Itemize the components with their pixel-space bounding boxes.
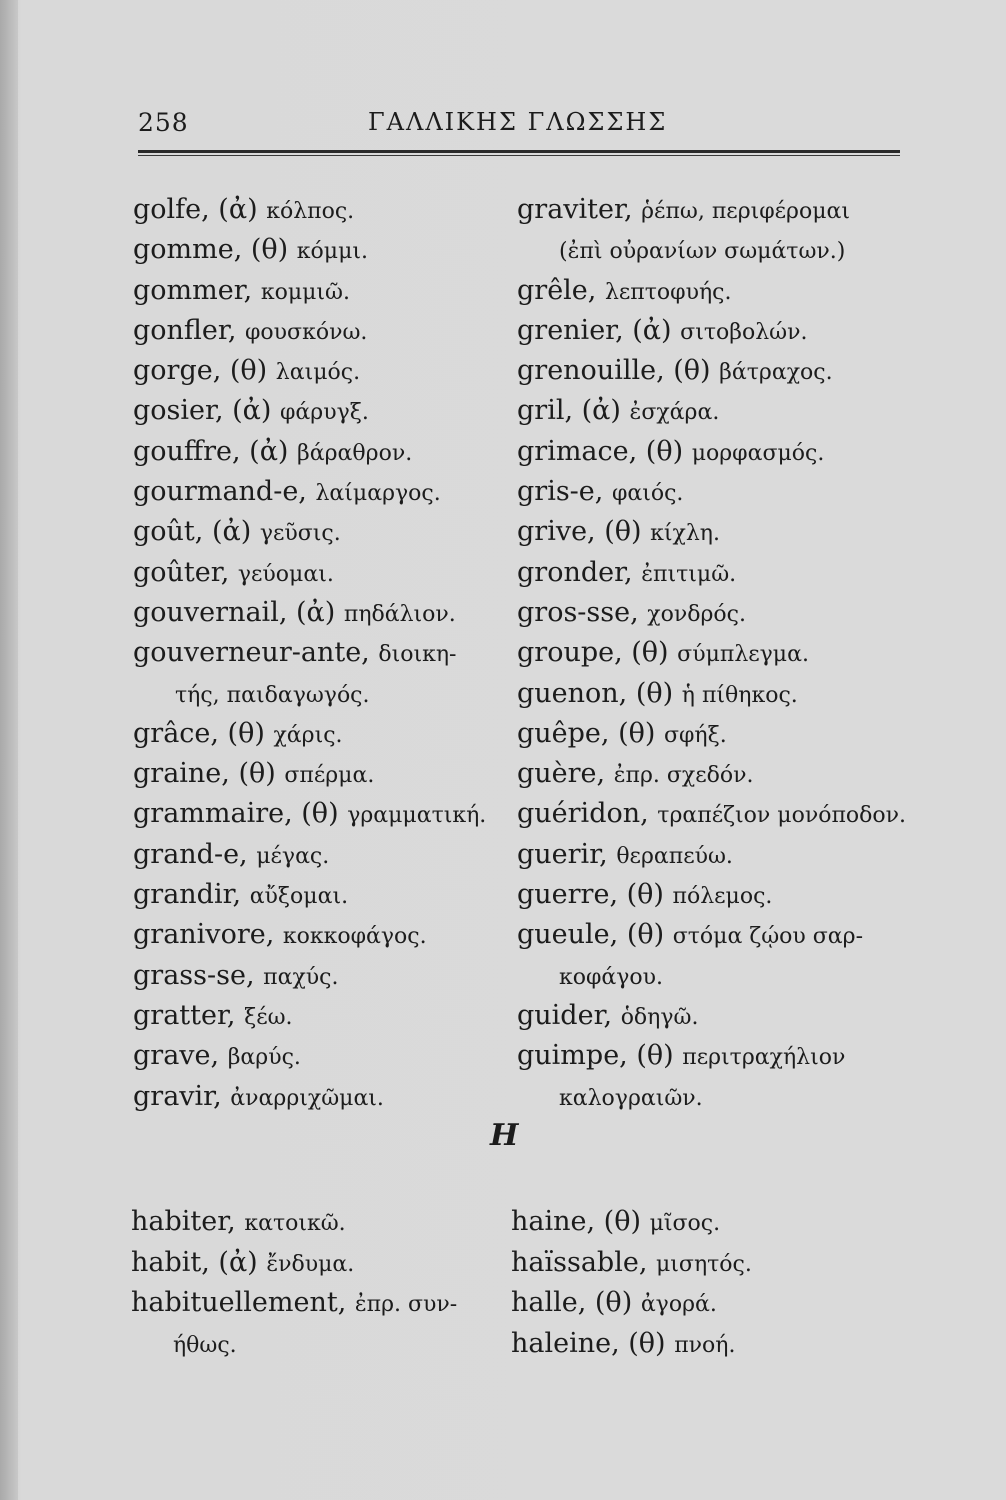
entry-headword: gueule, (θ) bbox=[517, 919, 673, 951]
dictionary-entry bbox=[133, 957, 508, 997]
entry-translation: κομμιῶ. bbox=[260, 279, 350, 305]
entry-headword: groupe, (θ) bbox=[517, 637, 678, 669]
dictionary-entry bbox=[517, 715, 902, 755]
entry-headword: guéridon, bbox=[517, 798, 658, 830]
entry-translation: μισητός. bbox=[656, 1251, 752, 1277]
entry-translation: τής, παιδαγωγός. bbox=[175, 682, 370, 708]
dictionary-entry bbox=[133, 392, 508, 432]
entry-translation: μέγας. bbox=[256, 843, 330, 869]
section-letter: H bbox=[490, 1118, 519, 1153]
entry-translation: ἐπρ. σχεδόν. bbox=[613, 763, 754, 789]
entry-headword: gouvernail, (ἀ) bbox=[133, 596, 344, 628]
h-right-column bbox=[511, 1203, 901, 1365]
entry-translation: πνοή. bbox=[674, 1332, 736, 1358]
entry-headword: gosier, (ἀ) bbox=[133, 395, 280, 427]
entry-headword: haine, (θ) bbox=[511, 1206, 650, 1237]
dictionary-entry bbox=[133, 1037, 508, 1077]
dictionary-entry bbox=[517, 513, 902, 553]
entry-headword: gros-sse, bbox=[517, 596, 648, 628]
entry-headword: grêle, bbox=[517, 274, 605, 306]
entry-headword: graviter, bbox=[517, 194, 642, 225]
entry-headword: grenouille, (θ) bbox=[517, 355, 720, 387]
entry-headword: gorge, (θ) bbox=[133, 355, 276, 387]
entry-translation: ἀγορά. bbox=[640, 1292, 717, 1317]
entry-translation: τραπέζιον μονόποδον. bbox=[657, 803, 906, 829]
entry-translation: ὁδηγῶ. bbox=[620, 1004, 699, 1030]
entry-translation: ἐπρ. συν- bbox=[354, 1292, 458, 1317]
entry-translation: βάραθρον. bbox=[297, 440, 413, 466]
entry-headword: haïssable, bbox=[511, 1246, 656, 1278]
dictionary-entry bbox=[517, 795, 906, 835]
entry-headword: grammaire, (θ) bbox=[133, 798, 348, 830]
dictionary-entry bbox=[133, 876, 508, 916]
entry-headword: gravir, bbox=[133, 1080, 231, 1112]
entry-headword: haleine, (θ) bbox=[511, 1327, 675, 1359]
dictionary-entry bbox=[517, 755, 902, 795]
entry-headword: gommer, bbox=[133, 274, 261, 306]
entry-translation: πόλεμος. bbox=[672, 884, 773, 910]
page-number: 258 bbox=[138, 108, 189, 137]
dictionary-entry bbox=[517, 1037, 902, 1077]
dictionary-entry bbox=[517, 594, 902, 634]
dictionary-entry bbox=[133, 836, 508, 876]
dictionary-entry bbox=[133, 997, 508, 1037]
dictionary-entry bbox=[517, 352, 902, 392]
dictionary-entry bbox=[511, 1325, 901, 1366]
entry-translation: χονδρός. bbox=[647, 601, 746, 627]
entry-headword: gratter, bbox=[133, 999, 245, 1031]
entry-headword: goût, (ἀ) bbox=[133, 516, 260, 548]
entry-translation: αὔξομαι. bbox=[249, 884, 349, 910]
entry-headword: guider, bbox=[517, 999, 621, 1031]
dictionary-entry bbox=[133, 715, 508, 755]
dictionary-entry bbox=[517, 634, 902, 674]
dictionary-entry bbox=[131, 1325, 511, 1366]
entry-translation: θεραπεύω. bbox=[616, 843, 733, 869]
entry-translation: βαρύς. bbox=[227, 1045, 301, 1071]
dictionary-entry bbox=[133, 594, 508, 634]
entry-translation: κόλπος. bbox=[266, 199, 355, 224]
entry-translation: σφήξ. bbox=[663, 722, 727, 748]
dictionary-entry bbox=[517, 957, 902, 997]
entry-headword: guenon, (θ) bbox=[517, 677, 682, 709]
entry-headword: gronder, bbox=[517, 556, 642, 588]
entry-headword: guerir, bbox=[517, 838, 617, 870]
dictionary-entry bbox=[133, 231, 508, 271]
dictionary-entry bbox=[131, 1203, 511, 1244]
entry-headword: gouffre, (ἀ) bbox=[133, 435, 298, 467]
entry-translation: μῖσος. bbox=[649, 1211, 721, 1236]
entry-headword: grand-e, bbox=[133, 838, 257, 870]
entry-translation: παχύς. bbox=[263, 964, 339, 990]
entry-headword: golfe, (ἀ) bbox=[133, 194, 267, 225]
entry-headword: guère, bbox=[517, 758, 614, 790]
entry-headword: gourmand-e, bbox=[133, 476, 316, 508]
entry-headword: habituellement, bbox=[131, 1287, 355, 1318]
entry-translation: γραμματική. bbox=[347, 803, 487, 829]
entry-translation: φάρυγξ. bbox=[280, 400, 369, 426]
dictionary-entry bbox=[133, 272, 508, 312]
entry-translation: καλογραιῶν. bbox=[559, 1085, 703, 1111]
entry-translation: ξέω. bbox=[244, 1004, 293, 1030]
entry-headword: grenier, (ἀ) bbox=[517, 314, 681, 346]
entry-translation: ῥέπω, περιφέρομαι bbox=[641, 199, 851, 224]
entry-translation: ἐσχάρα. bbox=[629, 400, 720, 426]
entry-translation: γεύομαι. bbox=[237, 561, 334, 587]
dictionary-entry bbox=[517, 554, 902, 594]
running-title: ΓΑΛΛΙΚΗΣ ΓΛΩΣΣΗΣ bbox=[368, 108, 668, 136]
entry-translation: διοικη- bbox=[378, 642, 457, 668]
dictionary-entry bbox=[517, 272, 902, 312]
entry-headword: gouverneur-ante, bbox=[133, 637, 379, 669]
dictionary-entry bbox=[133, 755, 508, 795]
page-header bbox=[138, 108, 898, 142]
entry-translation: χάρις. bbox=[273, 722, 343, 748]
dictionary-entry bbox=[511, 1244, 901, 1285]
dictionary-entry bbox=[133, 554, 508, 594]
dictionary-entry bbox=[131, 1284, 511, 1325]
header-rule-thick bbox=[138, 150, 900, 153]
entry-translation: ἡ πίθηκος. bbox=[681, 682, 798, 708]
dictionary-entry bbox=[517, 836, 902, 876]
entry-translation: πηδάλιον. bbox=[343, 601, 456, 627]
entry-translation: σπέρμα. bbox=[284, 763, 375, 789]
dictionary-entry bbox=[517, 392, 902, 432]
entry-translation: κίχλη. bbox=[650, 521, 720, 547]
dictionary-entry bbox=[517, 473, 902, 513]
entry-headword: graine, (θ) bbox=[133, 758, 285, 790]
entry-translation: φουσκόνω. bbox=[245, 319, 368, 345]
entry-headword: grive, (θ) bbox=[517, 516, 651, 548]
entry-headword: grandir, bbox=[133, 879, 250, 911]
dictionary-entry bbox=[133, 352, 508, 392]
dictionary-entry bbox=[517, 876, 902, 916]
dictionary-entry bbox=[517, 675, 902, 715]
dictionary-entry bbox=[517, 312, 902, 352]
h-left-column bbox=[131, 1203, 511, 1365]
dictionary-entry bbox=[133, 433, 508, 473]
entry-translation: κοφάγου. bbox=[559, 964, 664, 990]
page-spine-shadow bbox=[0, 0, 18, 1500]
entry-translation: ἔνδυμα. bbox=[266, 1251, 355, 1277]
dictionary-entry bbox=[517, 1078, 902, 1118]
dictionary-entry bbox=[517, 433, 902, 473]
dictionary-entry bbox=[511, 1284, 901, 1325]
dictionary-entry bbox=[133, 916, 508, 956]
entry-headword: gril, (ἀ) bbox=[517, 395, 630, 427]
dictionary-entry bbox=[517, 191, 902, 231]
entry-headword: gonfler, bbox=[133, 314, 246, 346]
entry-translation: λαίμαργος. bbox=[315, 481, 441, 507]
entry-headword: habiter, bbox=[131, 1206, 245, 1237]
entry-headword: granivore, bbox=[133, 919, 283, 951]
entry-headword: goûter, bbox=[133, 556, 238, 588]
dictionary-entry bbox=[133, 312, 508, 352]
dictionary-entry bbox=[133, 513, 508, 553]
entry-headword: habit, (ἀ) bbox=[131, 1246, 267, 1278]
entry-headword: grave, bbox=[133, 1040, 228, 1072]
dictionary-entry bbox=[133, 1078, 508, 1118]
entry-translation: κατοικῶ. bbox=[244, 1211, 346, 1236]
entry-translation: σιτοβολών. bbox=[680, 319, 808, 345]
left-column bbox=[133, 191, 508, 1118]
dictionary-entry bbox=[511, 1203, 901, 1244]
entry-headword: gomme, (θ) bbox=[133, 234, 297, 266]
entry-headword: grimace, (θ) bbox=[517, 435, 692, 467]
entry-translation: μορφασμός. bbox=[691, 440, 825, 466]
entry-translation: λεπτοφυής. bbox=[604, 279, 732, 305]
entry-headword: guerre, (θ) bbox=[517, 879, 673, 911]
dictionary-entry bbox=[133, 795, 508, 835]
entry-headword: guimpe, (θ) bbox=[517, 1040, 683, 1072]
header-rule-thin bbox=[138, 155, 900, 156]
entry-translation: λαιμός. bbox=[275, 360, 361, 386]
entry-translation: κοκκοφάγος. bbox=[282, 924, 427, 950]
entry-translation: ἀναρριχῶμαι. bbox=[230, 1085, 384, 1111]
dictionary-entry bbox=[517, 231, 902, 271]
right-column bbox=[517, 191, 906, 1118]
entry-translation: ήθως. bbox=[173, 1332, 237, 1358]
dictionary-entry bbox=[133, 634, 508, 674]
dictionary-entry bbox=[133, 473, 508, 513]
entry-translation: κόμμι. bbox=[296, 239, 369, 265]
entry-translation: ἐπιτιμῶ. bbox=[641, 561, 737, 587]
entry-translation: περιτραχήλιον bbox=[682, 1045, 846, 1071]
entry-headword: guêpe, (θ) bbox=[517, 717, 664, 749]
entry-headword: grâce, (θ) bbox=[133, 717, 274, 749]
entry-headword: grass-se, bbox=[133, 959, 264, 991]
entry-headword: halle, (θ) bbox=[511, 1287, 641, 1318]
dictionary-entry bbox=[517, 997, 902, 1037]
entry-translation: (ἐπὶ οὐρανίων σωμάτων.) bbox=[559, 239, 846, 265]
entry-translation: σύμπλεγμα. bbox=[677, 642, 809, 668]
dictionary-entry bbox=[133, 675, 508, 715]
entry-translation: βάτραχος. bbox=[719, 360, 833, 386]
dictionary-entry bbox=[131, 1244, 511, 1285]
dictionary-entry bbox=[517, 916, 902, 956]
dictionary-entry bbox=[133, 191, 508, 231]
entry-translation: στόμα ζῴου σαρ- bbox=[672, 924, 864, 950]
entry-translation: γεῦσις. bbox=[259, 521, 341, 547]
entry-headword: gris-e, bbox=[517, 476, 612, 508]
entry-translation: φαιός. bbox=[611, 481, 684, 507]
